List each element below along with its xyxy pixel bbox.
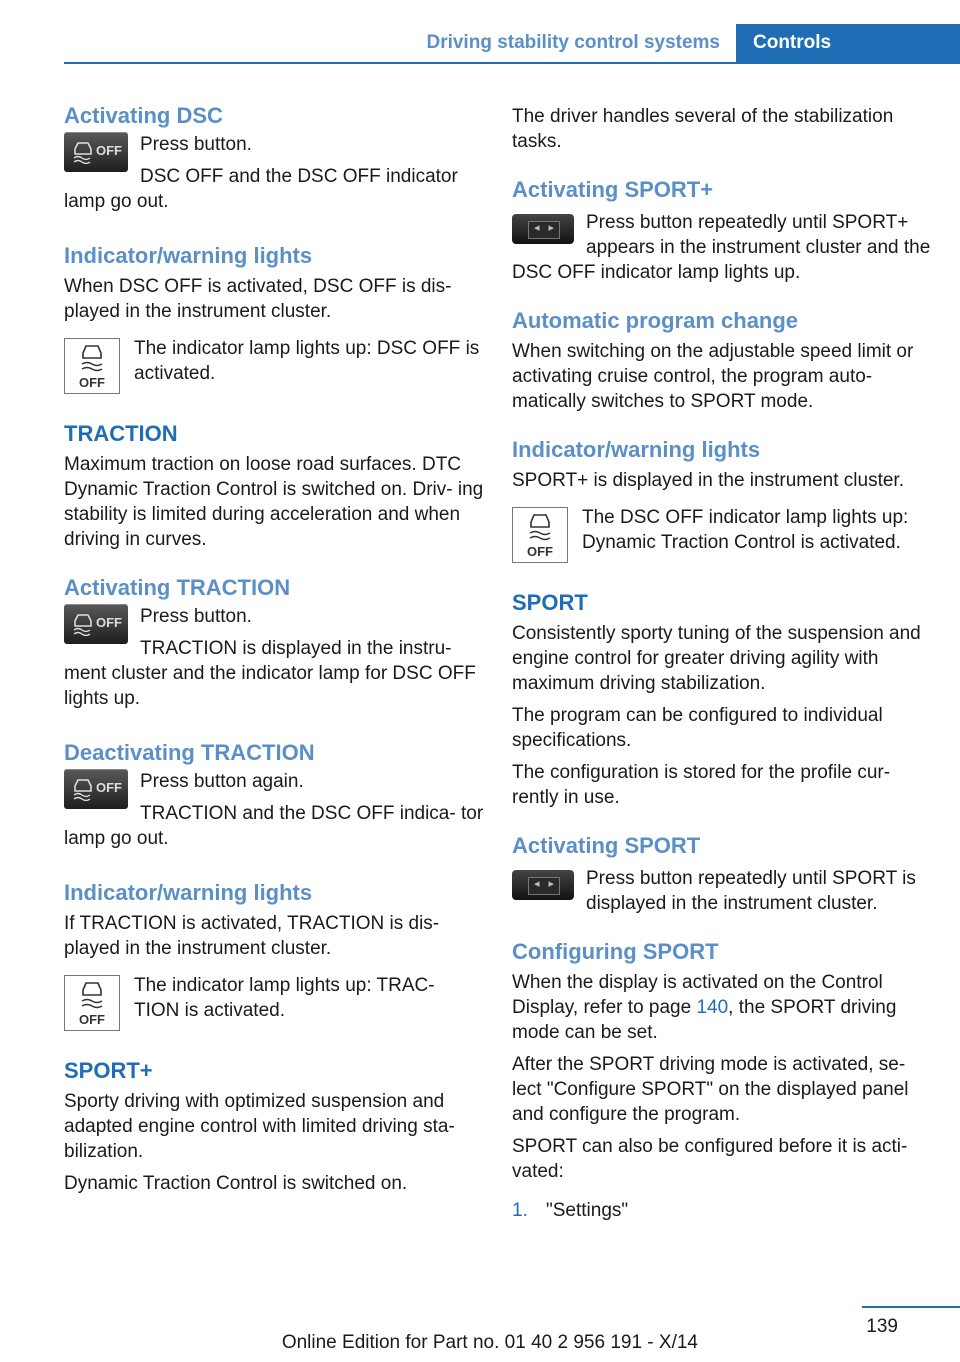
sportplus-text2: Dynamic Traction Control is switched on. [64,1173,408,1194]
off-label: OFF [527,544,553,559]
sportplus-text1: Sporty driving with optimized suspension and adapted engine control with limited driving sta- bilization. [64,1091,455,1162]
heading-deactivating-traction: Deactivating TRACTION [64,740,315,765]
indicator-1-text: When DSC OFF is activated, DSC OFF is dis- played in the instrument cluster. [64,276,452,322]
activating-dsc-block [64,130,484,214]
indicator-3-lamp-block [512,505,932,567]
list-item-number: 1. [512,1200,528,1221]
off-label: OFF [96,615,122,630]
dsc-off-button-icon [64,132,128,172]
list-item-text: "Settings" [546,1200,629,1221]
off-label: OFF [79,375,105,390]
list-item [512,1198,932,1223]
activating-sportplus-text: Press button repeatedly until SPORT+ appears in the instrument cluster and the DSC OFF indicator lamp lights up. [512,212,931,283]
configuring-sport-text1-a: When the display is activated on the Control Display, refer to page [512,972,883,1018]
dsc-off-button-icon [64,769,128,809]
indicator-1-lamp-block [64,336,484,398]
heading-sport: SPORT [512,590,588,615]
heading-indicator-3: Indicator/warning lights [512,437,761,462]
page-number: 139 [866,1316,898,1337]
activating-sport-text: Press button repeatedly until SPORT is displayed in the instrument cluster. [586,868,916,914]
deactivating-traction-line2: TRACTION and the DSC OFF indica- tor lamp go out. [64,803,484,849]
heading-sportplus: SPORT+ [64,1058,153,1083]
off-label: OFF [96,780,122,795]
configuring-sport-text3: SPORT can also be configured before it is acti- vated: [512,1136,908,1182]
activating-traction-block [64,602,484,711]
heading-indicator-1: Indicator/warning lights [64,243,313,268]
driving-experience-switch-icon: ◂ ▸ [512,214,574,244]
dsc-off-indicator-icon [64,975,120,1031]
heading-activating-sportplus: Activating SPORT+ [512,177,714,202]
indicator-1-lamp-text: The indicator lamp lights up: DSC OFF is activated. [134,338,480,384]
traction-text: Maximum traction on loose road surfaces. DTC Dynamic Traction Control is switched on. Driv- ing stability is limited during acceleration and when driving in curves. [64,454,484,550]
automatic-program-change-text: When switching on the adjustable speed limit or activating cruise control, the program auto- matically switches to SPORT mode. [512,341,914,412]
page-header [64,24,960,64]
indicator-2-lamp-text: The indicator lamp lights up: TRAC- TION is activated. [134,975,435,1021]
heading-activating-dsc: Activating DSC [64,103,223,128]
dsc-off-indicator-icon [64,338,120,394]
dsc-off-button-icon [64,604,128,644]
activating-sportplus-block [512,210,932,285]
sport-text2: The program can be configured to individual specifications. [512,705,883,751]
off-label: OFF [79,1012,105,1027]
dsc-off-indicator-icon [512,507,568,563]
indicator-3-text: SPORT+ is displayed in the instrument cluster. [512,470,904,491]
activating-sport-block [512,866,932,916]
activating-traction-line2: TRACTION is displayed in the instru- ment cluster and the indicator lamp for DSC OFF lights up. [64,638,476,709]
header-section-title: Driving stability control systems [426,32,720,53]
page-reference-link[interactable]: 140 [696,997,729,1018]
edition-note: Online Edition for Part no. 01 40 2 956 191 - X/14 [281,1332,698,1353]
indicator-3-lamp-text: The DSC OFF indicator lamp lights up: Dynamic Traction Control is activated. [582,507,909,553]
heading-configuring-sport: Configuring SPORT [512,939,719,964]
deactivating-traction-block [64,767,484,851]
heading-indicator-2: Indicator/warning lights [64,880,313,905]
indicator-2-lamp-block [64,973,484,1035]
activating-dsc-line1: Press button. [140,134,252,155]
right-intro-text: The driver handles several of the stabilization tasks. [512,106,894,152]
heading-activating-traction: Activating TRACTION [64,575,291,600]
sport-text1: Consistently sporty tuning of the suspension and engine control for greater driving agility with maximum driving stabilization. [512,623,921,694]
right-column [512,102,932,1223]
configuring-sport-text1-b: , the SPORT driving mode can be set. [512,997,897,1043]
configuring-sport-text2: After the SPORT driving mode is activated, se- lect "Configure SPORT" on the displayed panel and configure the program. [512,1054,909,1125]
heading-automatic-program-change: Automatic program change [512,308,799,333]
driving-experience-switch-icon: ◂ ▸ [512,870,574,900]
sport-text3: The configuration is stored for the profile cur- rently in use. [512,762,891,808]
heading-traction: TRACTION [64,421,178,446]
header-chapter-tab: Controls [736,24,960,62]
activating-traction-line1: Press button. [140,606,252,627]
heading-activating-sport: Activating SPORT [512,833,701,858]
off-label: OFF [96,143,122,158]
activating-dsc-line2: DSC OFF and the DSC OFF indicator lamp go out. [64,166,458,212]
left-column [64,102,484,1196]
configuring-sport-text1 [512,970,932,1045]
indicator-2-text: If TRACTION is activated, TRACTION is dis- played in the instrument cluster. [64,913,440,959]
footer-rule [862,1306,960,1308]
deactivating-traction-line1: Press button again. [140,771,304,792]
